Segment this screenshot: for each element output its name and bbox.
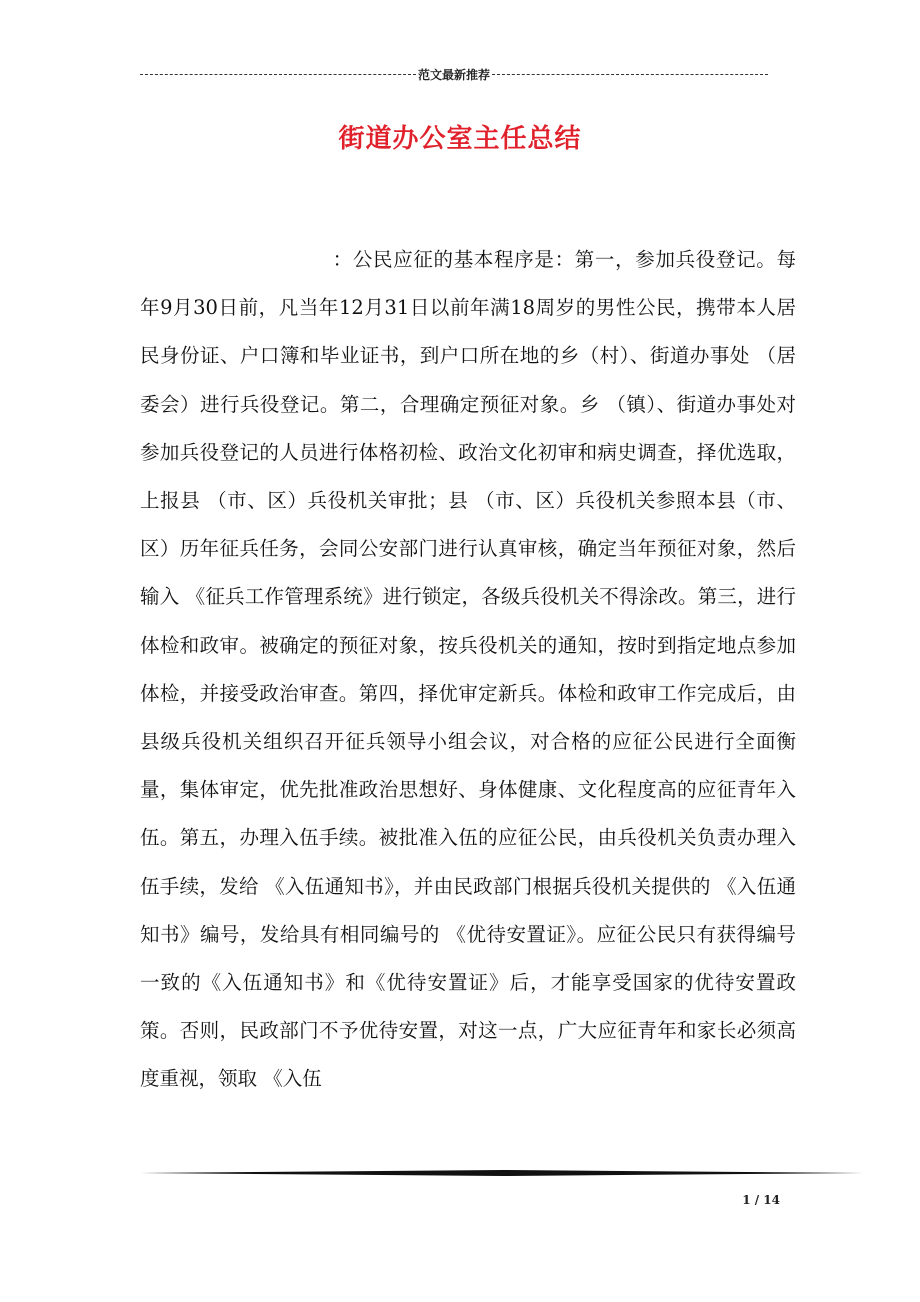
document-title: 街道办公室主任总结: [338, 124, 582, 154]
document-body: [140, 236, 796, 1104]
page-number: 1 / 14: [742, 1193, 780, 1207]
page-header: [140, 66, 768, 83]
footer-rule: [140, 1170, 864, 1176]
header-dashes-left: [140, 74, 416, 75]
header-dashes-right: [492, 74, 768, 75]
body-paragraph: ：公民应征的基本程序是：第一，参加兵役登记。每年9月30日前，凡当年12月31日以前年满18周岁的男性公民，携带本人居民身份证、户口簿和毕业证书，到户口所在地的乡（村）、街道办事处 （居委会）进行兵役登记。第二，合理确定预征对象。乡 （镇）、街道办事处对参加兵役登记的人员进行体格初检、政治文化初审和病史调查，择优选取，上报县 （市、区）兵役机关审批；县 （市、区）兵役机关参照本县（市、区）历年征兵任务，会同公安部门进行认真审核，确定当年预征对象，然后输入 《征兵工作管理系统》进行锁定，各级兵役机关不得涂改。第三，进行体检和政审。被确定的预征对象，按兵役机关的通知，按时到指定地点参加体检，并接受政治审查。第四，择优审定新兵。体检和政审工作完成后，由县级兵役机关组织召开征兵领导小组会议，对合格的应征公民进行全面衡量，集体审定，优先批准政治思想好、身体健康、文化程度高的应征青年入伍。第五，办理入伍手续。被批准入伍的应征公民，由兵役机关负责办理入伍手续，发给 《入伍通知书》，并由民政部门根据兵役机关提供的 《入伍通知书》编号，发给具有相同编号的 《优待安置证》。应征公民只有获得编号一致的《入伍通知书》和《优待安置证》后，才能享受国家的优待安置政策。否则，民政部门不予优待安置，对这一点，广大应征青年和家长必须高度重视，领取 《入伍: [140, 248, 796, 1091]
header-label: 范文最新推荐: [418, 68, 491, 82]
